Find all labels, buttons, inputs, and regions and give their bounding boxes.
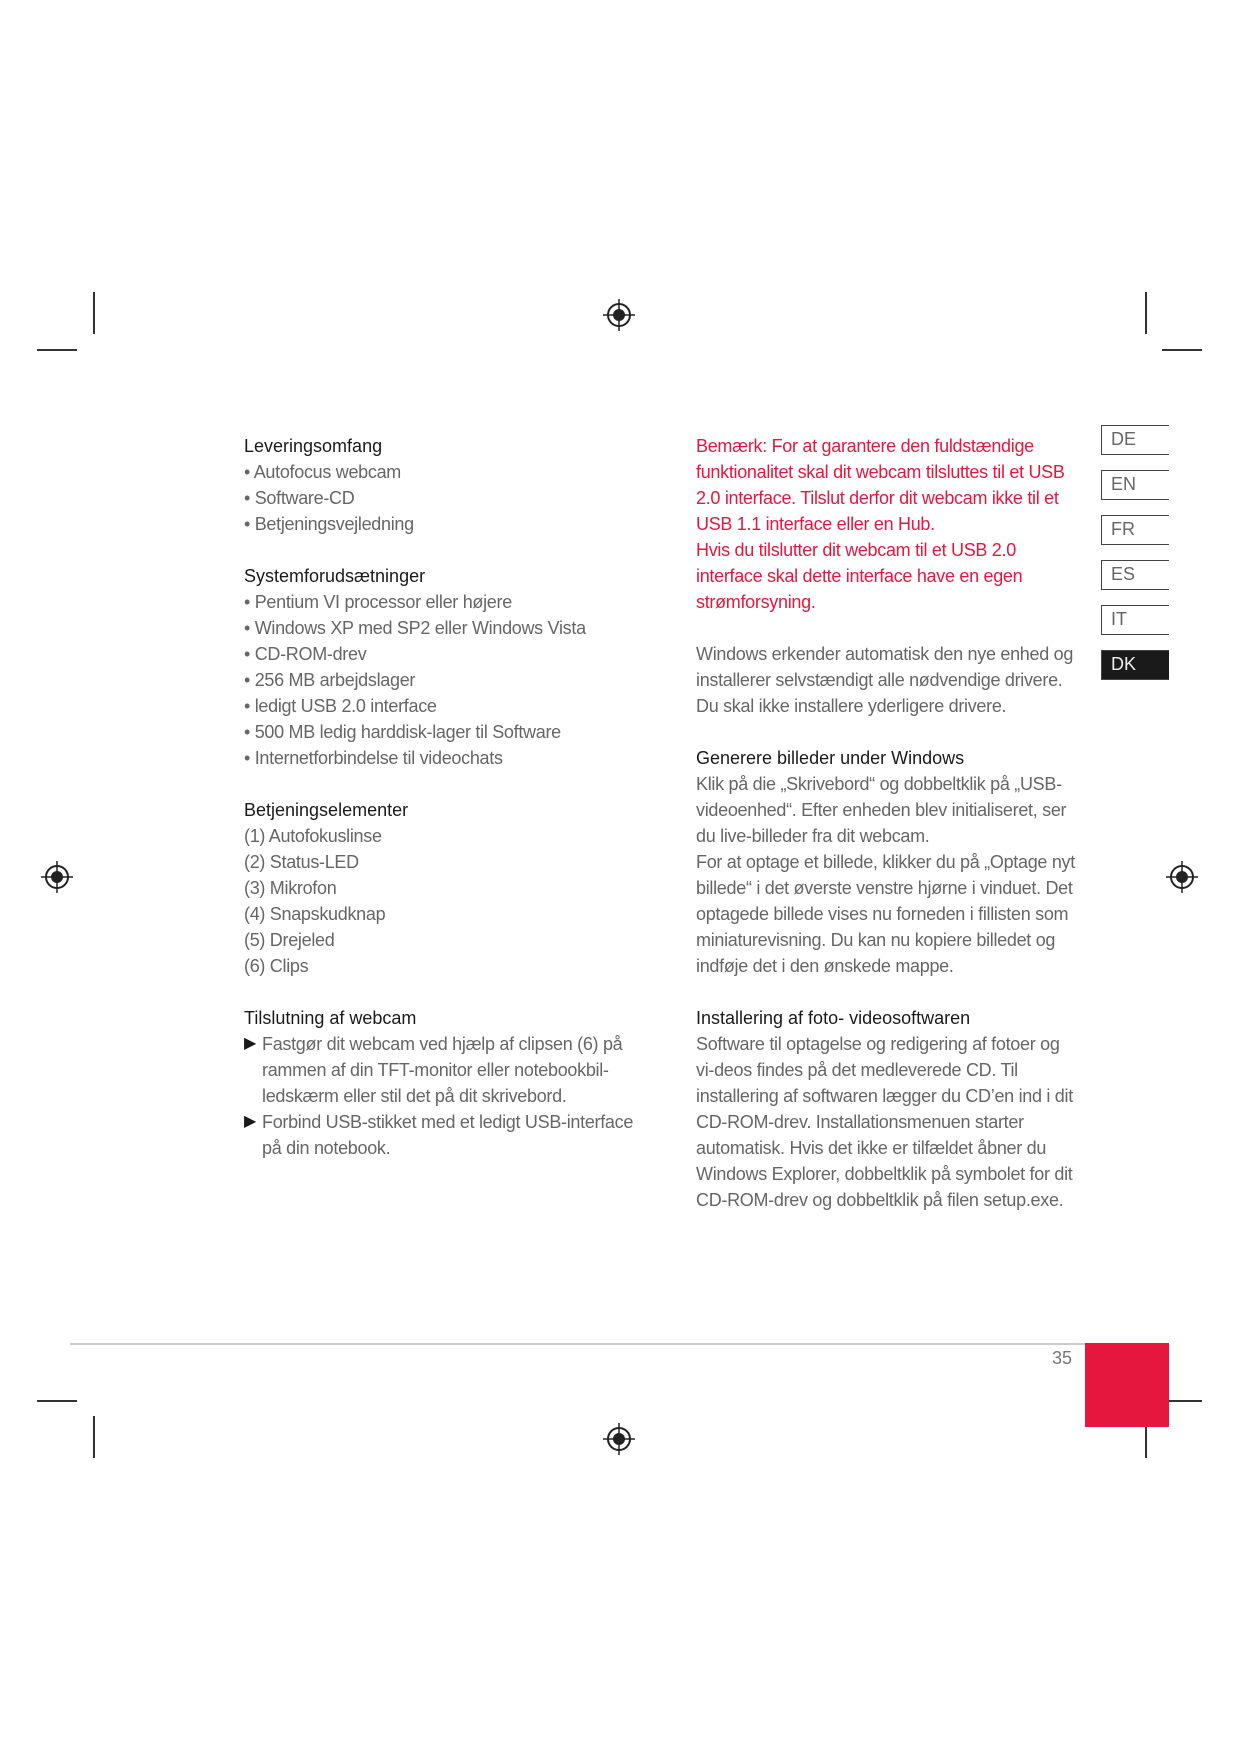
list-item: • Autofocus webcam (244, 462, 401, 482)
list-item: • Windows XP med SP2 eller Windows Vista (244, 618, 586, 638)
section-heading: Generere billeder under Windows (696, 748, 965, 768)
lang-tab-de[interactable]: DE (1101, 425, 1169, 455)
section-heading: Leveringsomfang (244, 436, 383, 456)
page-accent-block (1085, 1343, 1169, 1427)
list-item: • 500 MB ledig harddisk-lager til Software (244, 722, 561, 742)
crop-mark (1145, 292, 1147, 334)
list-item: • 256 MB arbejdslager (244, 670, 416, 690)
crop-mark (93, 292, 95, 334)
list-item: (1) Autofokuslinse (244, 826, 382, 846)
crop-mark (37, 1400, 77, 1402)
lang-tab-es[interactable]: ES (1101, 560, 1169, 590)
list-item: • ledigt USB 2.0 interface (244, 696, 437, 716)
list-item: (5) Drejeled (244, 930, 335, 950)
list-item: (4) Snapskudknap (244, 904, 386, 924)
lang-tab-fr[interactable]: FR (1101, 515, 1169, 545)
list-item: (3) Mikrofon (244, 878, 337, 898)
step-item (244, 1031, 644, 1109)
list-item: (2) Status-LED (244, 852, 359, 872)
arrow-right-icon: ▶ (244, 1113, 257, 1130)
left-column (244, 433, 644, 1187)
lang-tab-dk[interactable]: DK (1101, 650, 1169, 680)
paragraph: For at optage et billede, klikker du på „Optage nyt billede“ i det øverste venstre hjørne i vinduet. Det optagede billede vises nu forneden i fillisten som miniaturevisning. Du kan nu kopiere billedet og indføje det i den ønskede mappe. (696, 852, 1075, 976)
crop-mark (1162, 349, 1202, 351)
list-item: (6) Clips (244, 956, 309, 976)
crop-mark (93, 1416, 95, 1458)
arrow-right-icon: ▶ (244, 1035, 257, 1052)
list-item: • CD-ROM-drev (244, 644, 367, 664)
crop-mark (37, 349, 77, 351)
section-heading: Installering af foto- videosoftwaren (696, 1008, 971, 1028)
list-item: • Software-CD (244, 488, 355, 508)
driver-section (696, 641, 1080, 719)
images-section (696, 745, 1080, 979)
requirements-section (244, 563, 644, 771)
connection-section (244, 1005, 644, 1161)
paragraph: Software til optagelse og redigering af fotoer og vi-deos findes på det medleverede CD. Til installering af softwaren lægger du CD’en ind i dit CD-ROM-drev. Installationsmenuen starter automatisk. Hvis det ikke er tilfældet åbner du Windows Explorer, dobbeltklik på symbolet for dit CD-ROM-drev og dobbeltklik på filen setup.exe. (696, 1034, 1073, 1210)
registration-mark-icon (40, 860, 74, 894)
registration-mark-icon (1165, 860, 1199, 894)
step-text: Forbind USB-stikket med et ledigt USB-interface på din notebook. (262, 1112, 634, 1158)
page-number: 35 (1051, 1348, 1072, 1368)
footer-rule (70, 1343, 1085, 1345)
section-heading: Betjeningselementer (244, 800, 409, 820)
registration-mark-icon (602, 298, 636, 332)
section-heading: Systemforudsætninger (244, 566, 426, 586)
note-section (696, 433, 1080, 615)
lang-tab-en[interactable]: EN (1101, 470, 1169, 500)
lang-tab-it[interactable]: IT (1101, 605, 1169, 635)
controls-section (244, 797, 644, 979)
driver-text: Windows erkender automatisk den nye enhed og installerer selvstændigt alle nødvendige drivere. Du skal ikke installere yderligere drivere. (696, 644, 1074, 716)
step-item (244, 1109, 644, 1161)
power-note: Hvis du tilslutter dit webcam til et USB 2.0 interface skal dette interface have en egen strømforsyning. (696, 540, 1023, 612)
right-column (696, 433, 1080, 1239)
list-item: • Internetforbindelse til videochats (244, 748, 503, 768)
software-section (696, 1005, 1080, 1213)
scope-section (244, 433, 644, 537)
list-item: • Pentium VI processor eller højere (244, 592, 512, 612)
section-heading: Tilslutning af webcam (244, 1008, 417, 1028)
usb-note: Bemærk: For at garantere den fuldstændige funktionalitet skal dit webcam tilsluttes til et USB 2.0 interface. Tilslut derfor dit webcam ikke til et USB 1.1 interface eller en Hub. (696, 436, 1065, 534)
list-item: • Betjeningsvejledning (244, 514, 414, 534)
registration-mark-icon (602, 1422, 636, 1456)
step-text: Fastgør dit webcam ved hjælp af clipsen (6) på rammen af din TFT-monitor eller notebookbil-ledskærm eller stil det på dit skrivebord. (262, 1034, 623, 1106)
paragraph: Klik på die „Skrivebord“ og dobbeltklik på „USB-videoenhed“. Efter enheden blev initialiseret, ser du live-billeder fra dit webcam. (696, 774, 1067, 846)
